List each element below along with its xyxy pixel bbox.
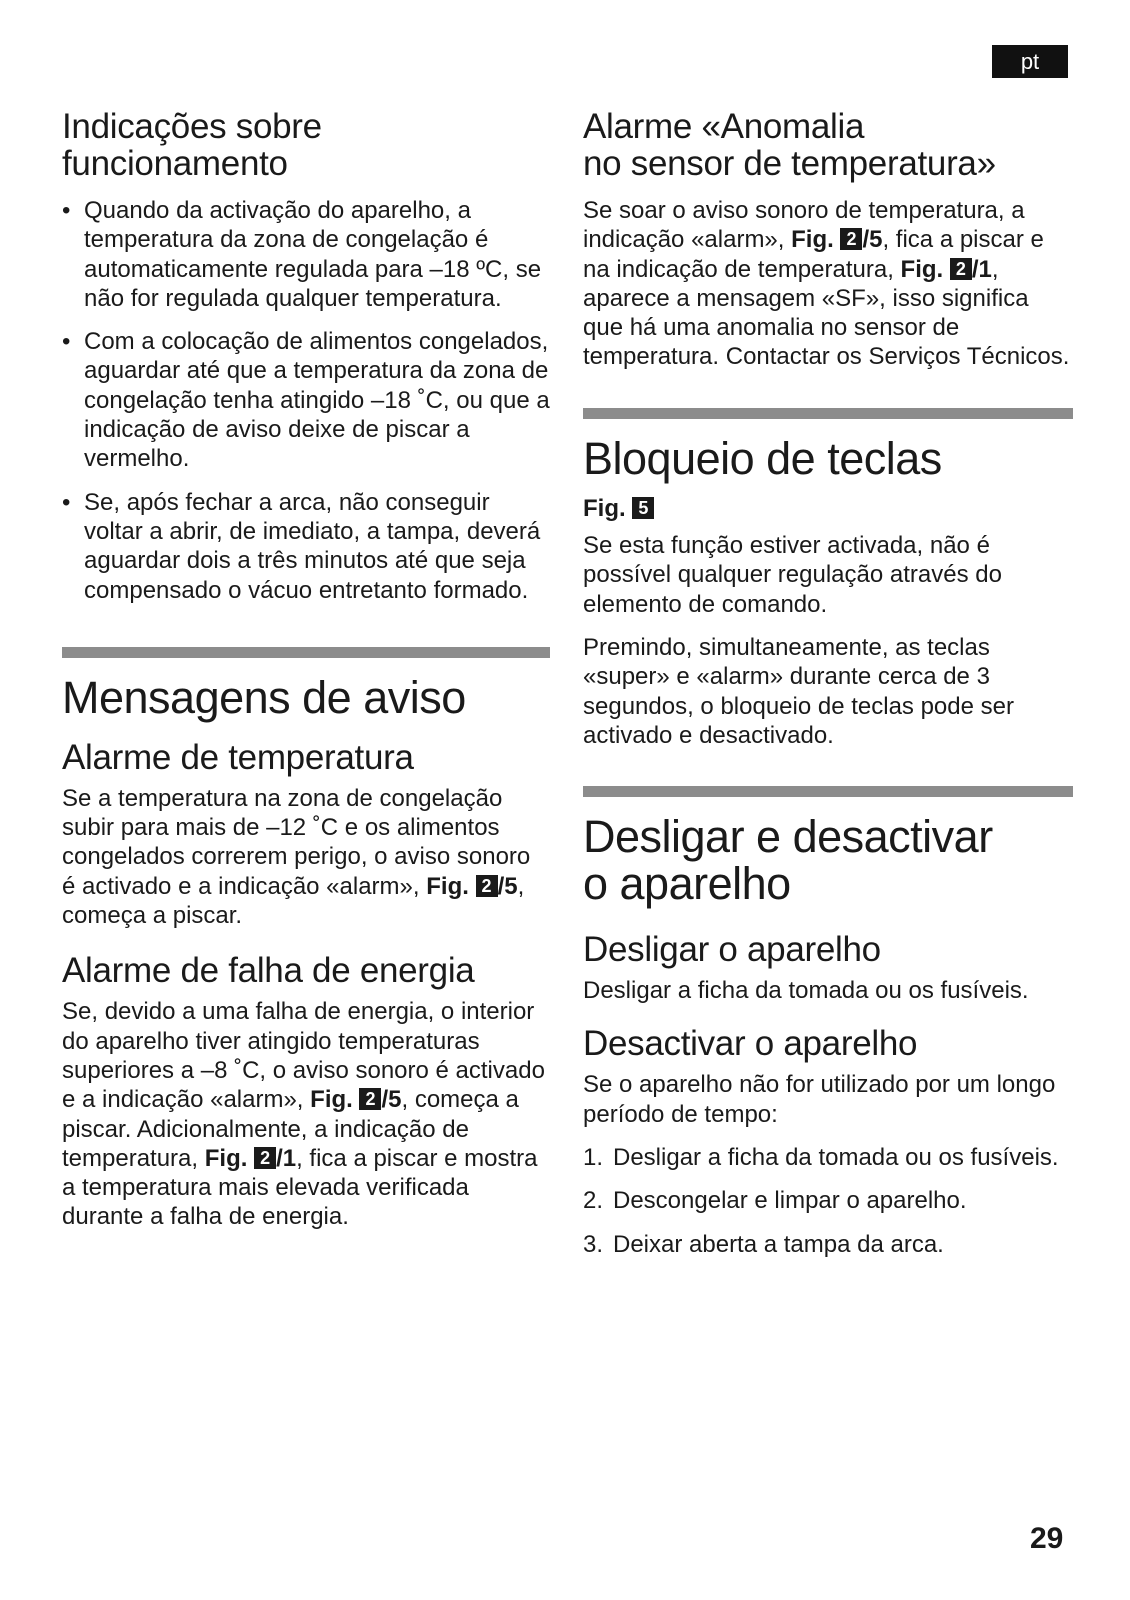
section-divider [583,408,1073,419]
deactivate-text: Se o aparelho não for utilizado por um longo período de tempo: [583,1071,1056,1128]
right-column [583,108,1073,1273]
deactivate-steps-list [583,1143,1073,1259]
key-lock-text-1: Se esta função estiver activada, não é possível qualquer regulação através do elemento de comando. [583,532,1002,618]
list-item: • Quando da activação do aparelho, a temperatura da zona de congelação é automaticamente regulada para –18 ºC, se não for regulada qualquer temperatura. [62,196,550,313]
list-item: • Com a colocação de alimentos congelados, aguardar até que a temperatura da zona de congelação tenha atingido –18 ˚C, ou que a indicação de aviso deixe de piscar a vermelho. [62,327,550,473]
section-divider [62,647,550,658]
sensor-fault-text: Se soar o aviso sonoro de temperatura, a indicação «alarm», Fig. 2 /5, fica a piscar e na indicação de temperatura, Fig. 2 /1, aparece a mensagem «SF», isso significa que há uma anomalia no sensor de temperatura. Contactar os Serviços Técnicos. [583,197,1070,371]
figure-number-box: 2 [840,228,862,250]
subsection-title-temperature-alarm: Alarme de temperatura [62,737,414,777]
list-item: 2. Descongelar e limpar o aparelho. [583,1187,967,1215]
section-title-switch-off-deactivate: Desligar e desactivar o aparelho [583,811,993,910]
key-lock-figure-ref: Fig. 5 [583,494,1073,523]
power-failure-alarm-text: Se, devido a uma falha de energia, o interior do aparelho tiver atingido temperaturas superiores a –8 ˚C, o aviso sonoro é activado e a indicação «alarm», Fig. 2 /5, começa a piscar. Adicionalmente, a indicação de temperatura, Fig. 2 /1, fica a piscar e mostra a temperatura mais elevada verificada durante a falha de energia. [62,998,545,1231]
subsection-title-power-failure-alarm: Alarme de falha de energia [62,951,475,991]
figure-number-box: 2 [359,1088,381,1110]
left-column [62,108,550,1246]
section-title-sensor-fault-alarm: Alarme «Anomalia no sensor de temperatura» [583,107,996,183]
figure-number-box: 2 [476,875,498,897]
figure-number-box: 2 [950,258,972,280]
key-lock-text-2: Premindo, simultaneamente, as teclas «super» e «alarm» durante cerca de 3 segundos, o bloqueio de teclas pode ser activado e desactivado. [583,633,1014,749]
section-title-operation-notes: Indicações sobre funcionamento [62,107,322,183]
section-title-warning-messages: Mensagens de aviso [62,671,466,723]
list-item: 3. Deixar aberta a tampa da arca. [583,1230,944,1258]
section-title-key-lock: Bloqueio de teclas [583,432,942,484]
operation-notes-list [62,196,550,605]
list-item: 1. Desligar a ficha da tomada ou os fusíveis. [583,1144,1059,1172]
figure-number-box: 2 [254,1147,276,1169]
switch-off-text: Desligar a ficha da tomada ou os fusíveis. [583,977,1029,1005]
subsection-title-deactivate: Desactivar o aparelho [583,1024,918,1064]
section-divider [583,786,1073,797]
list-item: • Se, após fechar a arca, não conseguir voltar a abrir, de imediato, a tampa, deverá aguardar dois a três minutos até que seja compensado o vácuo entretanto formado. [62,488,550,605]
language-badge: pt [992,45,1068,78]
page-number: 29 [1030,1522,1064,1555]
figure-number-box: 5 [632,497,654,519]
subsection-title-switch-off: Desligar o aparelho [583,930,881,970]
temperature-alarm-text: Se a temperatura na zona de congelação subir para mais de –12 ˚C e os alimentos congelados correrem perigo, o aviso sonoro é activado e a indicação «alarm», Fig. 2 /5, começa a piscar. [62,784,531,930]
